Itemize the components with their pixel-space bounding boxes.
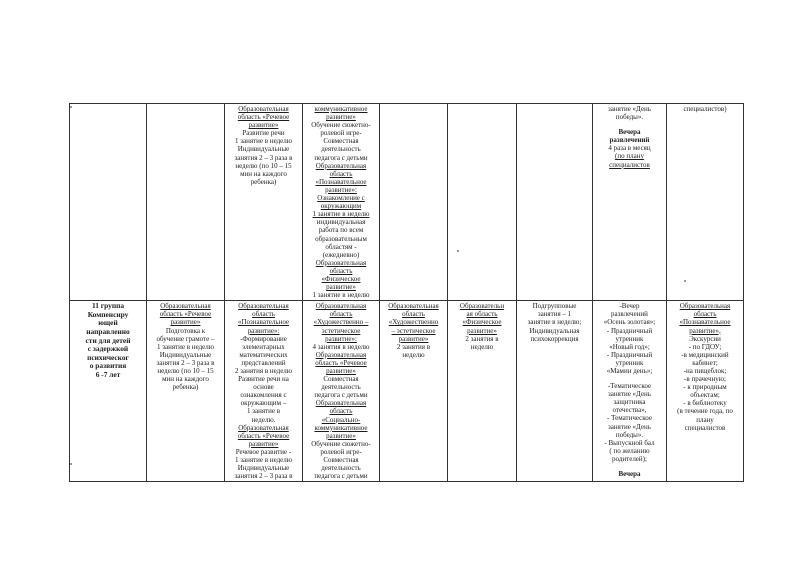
cell-text-line: Образовательная	[160, 302, 211, 311]
cell-text-line: основе	[253, 383, 274, 392]
cell-text-line: Образовательн	[459, 302, 505, 311]
cell-text-line: о развития	[89, 361, 127, 371]
cell-text-line: победы».	[615, 113, 644, 122]
cell-text-line: психокоррекция	[530, 334, 579, 343]
cell-r1-c6	[517, 104, 593, 301]
cell-text-line: развлечений	[609, 136, 650, 145]
cell-text-line: - Тематическое	[607, 414, 652, 423]
cell-text-line: с задержкой	[87, 344, 129, 354]
cell-text-line: развитие»:	[247, 326, 280, 335]
cell-text-line: специалистов	[609, 160, 650, 169]
cell-text-line: «Познавательное	[237, 318, 290, 327]
cell-text-line: Развитие речи на	[238, 375, 289, 384]
cell-text-line: окружающим	[320, 202, 362, 211]
cell-r2-c3	[303, 301, 380, 482]
cell-text-line: -Вечер	[619, 302, 640, 311]
cell-text-line: область «Речевое	[159, 310, 212, 319]
cell-text-line: 2 занятия в	[396, 342, 431, 351]
cell-text-line: развитие»	[326, 113, 356, 122]
cell-text-line: неделю (по 10 – 15	[235, 161, 292, 170]
cell-text-line: 1 занятие в неделю	[157, 342, 214, 351]
cell-text-line: развитие»	[467, 326, 497, 335]
cell-text-line: победы».	[615, 430, 644, 439]
cell-text-line: «Мамин день»;	[606, 367, 653, 375]
cell-text-line: ая область	[466, 310, 498, 319]
cell-text-line: образовательным	[315, 234, 367, 243]
cell-text-line: Совместная	[323, 375, 359, 384]
cell-text-line: ролевой игре-	[320, 447, 362, 456]
cell-text-line: развитие»	[326, 431, 356, 440]
cell-text-line: развитие»	[248, 439, 279, 448]
cell-text-line: 6 -7 лет	[95, 370, 121, 379]
cell-text-line: 1 занятие в	[246, 407, 281, 416]
cell-text-line: ющей	[98, 318, 118, 328]
cell-text-line: Речевое развитие -	[235, 447, 292, 456]
cell-text-line: 1 занятие в неделю	[312, 210, 370, 219]
cell-text-line: индивидуальная	[316, 218, 366, 227]
cell-r2-c7	[593, 301, 667, 482]
cell-text-line: область	[402, 310, 425, 319]
cell-text-line: Образовательная	[315, 258, 367, 267]
cell-text-line: 2 занятия в неделю	[234, 367, 293, 375]
scan-speck	[457, 250, 459, 252]
cell-text-line: Вечера	[618, 470, 641, 479]
cell-text-line: занятия – 1	[537, 310, 572, 319]
cell-text-line: сти для детей	[85, 335, 131, 345]
cell-text-line: (ежедневно)	[322, 250, 360, 259]
cell-r2-c6	[517, 301, 593, 482]
cell-r2-c5	[448, 301, 517, 482]
cell-text-line: Развитие речи	[242, 129, 285, 138]
cell-r1-c7	[593, 104, 667, 301]
cell-text-line: направленно	[86, 327, 130, 337]
cell-text-line: Образовательная	[315, 350, 367, 359]
cell-text-line: Компенсиру	[87, 309, 129, 319]
cell-r1-c5	[448, 104, 517, 301]
cell-text-line: Подгрупповые	[532, 302, 577, 311]
cell-text-line: занятие в неделю;	[527, 318, 582, 327]
cell-text-line: - в библиотеку	[683, 399, 727, 408]
cell-text-line: коммуникативное	[314, 423, 368, 432]
cell-text-line: 11 группа	[91, 301, 125, 311]
cell-text-line: Образовательная	[315, 161, 367, 170]
cell-text-line: - Праздничный	[606, 326, 653, 335]
cell-text-line: деятельность	[321, 383, 361, 392]
cell-text-line: областям -	[325, 242, 357, 251]
curriculum-table	[69, 103, 744, 482]
cell-text-line: -в прачечную;	[684, 375, 726, 384]
table-row	[70, 104, 744, 301]
cell-text-line: Образовательная	[238, 105, 289, 113]
line-gap	[595, 463, 664, 470]
cell-text-line: Образовательная	[679, 302, 731, 311]
cell-text-line: 1 занятие в неделю	[235, 456, 292, 465]
cell-text-line: «Художественно –	[313, 318, 369, 327]
cell-text-line: Экскурсии	[689, 334, 721, 343]
cell-text-line: развитие»	[248, 121, 279, 130]
cell-text-line: (по плану	[615, 152, 644, 161]
cell-r1-c2	[225, 104, 303, 301]
cell-text-line: 4 занятия в неделю	[312, 342, 370, 351]
cell-text-line: «Новый год»;	[609, 342, 650, 351]
cell-text-line: занятия 2 – 3 раза в	[234, 153, 293, 162]
cell-r2-c2	[225, 301, 303, 482]
cell-text-line: Совместная	[323, 137, 359, 146]
scan-speck	[684, 280, 686, 282]
line-gap	[595, 375, 664, 382]
cell-text-line: коммуникативное	[314, 105, 368, 113]
cell-text-line: занятие «День	[608, 422, 651, 431]
cell-text-line: педагога с детьми	[314, 472, 368, 481]
cell-r2-c8	[667, 301, 744, 482]
cell-text-line: утренник	[615, 358, 644, 367]
cell-text-line: ребенка)	[250, 177, 277, 186]
cell-text-line: Совместная	[323, 456, 359, 465]
cell-text-line: – эстетическое	[391, 326, 436, 335]
cell-text-line: область	[252, 310, 275, 319]
cell-text-line: - Праздничный	[606, 350, 653, 359]
cell-text-line: Образовательная	[238, 302, 289, 311]
cell-text-line: защитника	[613, 398, 646, 407]
cell-text-line: развлечений	[611, 310, 648, 319]
cell-r2-c4	[380, 301, 448, 482]
cell-text-line: мин на каждого	[240, 169, 287, 178]
cell-text-line: развитие»	[326, 367, 356, 375]
cell-r2-c1	[147, 301, 225, 482]
cell-text-line: развитие»	[170, 318, 201, 327]
cell-text-line: ролевой игре-	[320, 129, 362, 138]
cell-r1-c8	[667, 104, 744, 301]
cell-text-line: психическог	[87, 352, 129, 362]
cell-text-line: «Физическое	[462, 318, 502, 327]
cell-text-line: Подготовка к	[165, 326, 206, 335]
cell-text-line: Образовательная	[238, 423, 289, 432]
cell-text-line: педагога с детьми	[314, 153, 368, 162]
cell-text-line: специалистов	[684, 423, 726, 432]
cell-text-line: развитие»:	[325, 185, 357, 194]
cell-r1-c3	[303, 104, 380, 301]
cell-text-line: «Познавательное	[315, 177, 367, 186]
cell-text-line: отечества»,	[612, 406, 647, 415]
cell-r1-c0	[70, 104, 147, 301]
cell-text-line: развитие»:	[325, 334, 357, 343]
cell-text-line: неделю	[470, 342, 494, 351]
cell-text-line: специалистов)	[683, 105, 727, 113]
cell-text-line: обучение грамоте –	[156, 334, 215, 343]
cell-text-line: 2 занятия в	[465, 334, 499, 343]
cell-text-line: окружающим –	[240, 399, 287, 408]
cell-text-line: Индивидуальные	[237, 145, 290, 154]
cell-text-line: математических	[239, 350, 288, 359]
cell-text-line: Индивидуальная	[529, 326, 580, 335]
cell-text-line: Индивидуальные	[159, 350, 212, 359]
cell-text-line: ребенка)	[172, 383, 199, 392]
cell-text-line: «Осень золотая»;	[603, 318, 656, 327]
cell-text-line: неделю	[402, 350, 425, 359]
cell-text-line: работа по всем	[318, 226, 364, 235]
cell-text-line: область	[329, 169, 353, 178]
cell-text-line: элементарных	[242, 342, 285, 351]
cell-text-line: - по ГДОУ;	[688, 342, 722, 351]
cell-text-line: занятия 2 – 3 раза в	[234, 472, 293, 481]
cell-text-line: Обучение сюжетно-	[311, 121, 371, 130]
cell-text-line: деятельность	[321, 464, 361, 473]
cell-text-line: область «Речевое	[237, 113, 290, 122]
line-gap	[595, 121, 664, 128]
cell-text-line: - Выпускной бал	[604, 438, 655, 447]
cell-text-line: Ознакомление с	[317, 194, 365, 203]
cell-text-line: развитие»	[326, 283, 356, 292]
cell-text-line: 1 занятие в неделю	[235, 137, 292, 146]
cell-text-line: Обучение сюжетно-	[311, 439, 371, 448]
cell-text-line: развитие»	[398, 334, 429, 343]
cell-text-line: область	[329, 266, 353, 275]
cell-text-line: -в медицинский	[681, 350, 729, 359]
cell-text-line: утренник	[615, 334, 644, 343]
cell-text-line: Образовательная	[388, 302, 439, 311]
cell-text-line: Образовательная	[315, 302, 367, 311]
cell-text-line: кабинет;	[692, 358, 718, 367]
scan-speck	[70, 106, 72, 108]
cell-text-line: -Формирование	[240, 334, 287, 343]
cell-text-line: -на пищеблок;	[683, 367, 727, 375]
cell-text-line: занятие «День	[608, 105, 651, 113]
cell-text-line: область	[693, 310, 717, 319]
cell-text-line: Индивидуальные	[237, 464, 290, 473]
table-row	[70, 301, 744, 482]
cell-text-line: Образовательная	[315, 399, 367, 408]
cell-text-line: (в течение года, по	[677, 407, 733, 416]
cell-text-line: - к природным	[683, 383, 727, 392]
cell-r1-c4	[380, 104, 448, 301]
cell-text-line: деятельность	[321, 145, 361, 154]
cell-text-line: мин на каждого	[162, 375, 209, 384]
cell-text-line: -Тематическое	[607, 382, 652, 391]
cell-text-line: эстетическое	[321, 326, 361, 335]
cell-text-line: развитие»,	[689, 326, 721, 335]
cell-text-line: объектам;	[690, 391, 720, 400]
cell-text-line: «Познавательное	[679, 318, 731, 327]
cell-text-line: область	[329, 407, 353, 416]
cell-text-line: ( по желанию	[609, 446, 650, 455]
cell-text-line: 1 занятие в неделю	[312, 291, 370, 300]
cell-text-line: 4 раза в месяц	[608, 144, 651, 153]
cell-text-line: плану	[696, 415, 714, 424]
cell-text-line: область	[329, 310, 353, 319]
cell-text-line: «Физическое	[321, 274, 361, 283]
cell-r2-group	[70, 301, 147, 482]
cell-text-line: «Социально-	[321, 415, 361, 424]
cell-text-line: область «Речевое	[315, 358, 367, 367]
cell-text-line: область «Речевое	[237, 431, 290, 440]
cell-r1-c1	[147, 104, 225, 301]
cell-text-line: неделю (по 10 – 15	[157, 367, 214, 375]
cell-text-line: ознакомления с	[240, 391, 287, 400]
cell-text-line: педагога с детьми	[314, 391, 368, 400]
cell-text-line: неделю.	[251, 415, 276, 424]
scan-speck	[70, 463, 72, 465]
cell-text-line: занятие «День	[608, 390, 651, 399]
cell-text-line: Вечера	[618, 128, 641, 137]
cell-text-line: родителей);	[612, 454, 647, 463]
cell-text-line: занятия 2 – 3 раза в	[156, 358, 215, 367]
cell-text-line: «Художественно	[388, 318, 439, 327]
cell-text-line: представлений	[241, 358, 286, 367]
